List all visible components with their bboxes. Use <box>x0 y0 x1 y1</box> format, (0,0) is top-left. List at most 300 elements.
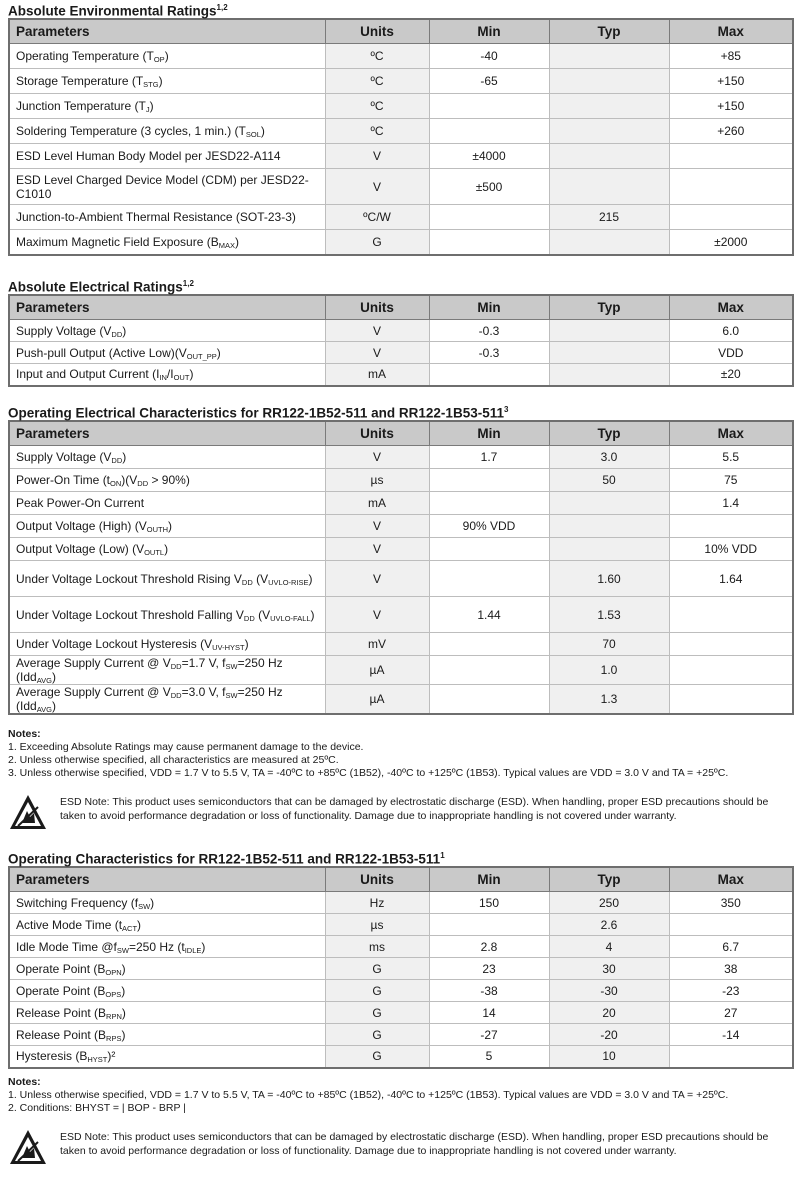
param-subscript: RPS <box>106 1033 122 1043</box>
param-text: ) <box>150 895 155 910</box>
section-operating-electrical <box>8 402 792 715</box>
note-line: 2. Conditions: BHYST = | BOP - BRP | <box>8 1102 186 1114</box>
max-cell: ±20 <box>669 364 793 386</box>
units-cell: µs <box>325 469 429 492</box>
min-cell: 1.44 <box>429 597 549 633</box>
typ-cell: 30 <box>549 958 669 980</box>
param-text: )(V <box>121 473 138 487</box>
param-text: Supply Voltage (V <box>16 450 112 464</box>
param-text: Idle Mode Time @f <box>16 939 117 954</box>
min-cell <box>429 469 549 492</box>
min-cell: 5 <box>429 1046 549 1068</box>
units-cell: V <box>325 320 429 342</box>
typ-cell: 70 <box>549 633 669 656</box>
typ-cell <box>549 69 669 94</box>
param-subscript: ACT <box>122 923 138 933</box>
note-line: 2. Unless otherwise specified, all characteristics are measured at 25ºC. <box>8 754 339 766</box>
table-row <box>9 44 793 69</box>
param-subscript: HYST <box>87 1055 108 1065</box>
units-cell: Hz <box>325 892 429 914</box>
param-subscript: IN <box>159 373 167 383</box>
param-text: Operate Point (B <box>16 961 106 976</box>
param-text: =3.0 V, f <box>181 685 226 699</box>
max-cell: 6.0 <box>669 320 793 342</box>
min-cell <box>429 230 549 255</box>
param-cell <box>9 1046 325 1068</box>
max-cell: 75 <box>669 469 793 492</box>
min-cell: 2.8 <box>429 936 549 958</box>
typ-cell: 1.53 <box>549 597 669 633</box>
table-row <box>9 936 793 958</box>
units-cell: mA <box>325 492 429 515</box>
typ-cell: 250 <box>549 892 669 914</box>
param-subscript: SW <box>225 691 238 700</box>
table-row <box>9 119 793 144</box>
table-row <box>9 69 793 94</box>
param-subscript: RPN <box>106 1011 122 1021</box>
esd-warning-icon <box>8 1128 48 1166</box>
param-text: (V <box>254 607 271 622</box>
column-header-typ: Typ <box>549 867 669 892</box>
min-cell <box>429 94 549 119</box>
units-cell: V <box>325 515 429 538</box>
param-subscript: DD <box>111 456 123 465</box>
min-cell: -40 <box>429 44 549 69</box>
table-row <box>9 320 793 342</box>
column-header-parameters: Parameters <box>9 19 325 44</box>
table-row <box>9 342 793 364</box>
max-cell <box>669 633 793 656</box>
param-text: ) <box>164 49 169 63</box>
max-cell <box>669 144 793 169</box>
units-cell: V <box>325 169 429 205</box>
max-cell: 6.7 <box>669 936 793 958</box>
column-header-typ: Typ <box>549 19 669 44</box>
max-cell: +260 <box>669 119 793 144</box>
max-cell: 10% VDD <box>669 538 793 561</box>
param-text: Release Point (B <box>16 1005 107 1020</box>
table-row <box>9 230 793 255</box>
table-operating-electrical <box>8 420 794 715</box>
param-subscript: AVG <box>36 676 52 685</box>
column-header-parameters: Parameters <box>9 421 325 446</box>
param-text: ) <box>51 699 56 713</box>
section-title: Absolute Environmental Ratings$^{1,2}$ <box>8 3 228 19</box>
table-row <box>9 538 793 561</box>
param-text: ) <box>308 571 313 586</box>
typ-cell <box>549 94 669 119</box>
table-row <box>9 980 793 1002</box>
max-cell: VDD <box>669 342 793 364</box>
table-row <box>9 656 793 685</box>
param-text: ) <box>121 983 126 998</box>
param-cell <box>9 515 325 538</box>
param-cell <box>9 44 325 69</box>
param-text: Push-pull Output (Active Low)(V <box>16 345 187 360</box>
param-subscript: OPN <box>105 967 122 977</box>
param-text: Average Supply Current @ V <box>16 685 171 699</box>
param-subscript: SW <box>225 662 238 671</box>
units-cell: V <box>325 446 429 469</box>
param-cell <box>9 169 325 205</box>
param-text: ) <box>310 607 315 622</box>
param-subscript: OUTH <box>146 525 168 534</box>
param-text: =1.7 V, f <box>181 656 226 670</box>
table-row <box>9 597 793 633</box>
typ-cell: 215 <box>549 205 669 230</box>
units-cell: mA <box>325 364 429 386</box>
typ-cell <box>549 144 669 169</box>
max-cell <box>669 1046 793 1068</box>
max-cell: ±2000 <box>669 230 793 255</box>
param-subscript: OP <box>153 55 165 64</box>
max-cell: 350 <box>669 892 793 914</box>
table-row <box>9 1046 793 1068</box>
param-subscript: ON <box>110 479 122 488</box>
table-row <box>9 1024 793 1046</box>
typ-cell: 50 <box>549 469 669 492</box>
typ-cell <box>549 515 669 538</box>
param-text: Power-On Time (t <box>16 473 111 487</box>
max-cell: 27 <box>669 1002 793 1024</box>
param-cell <box>9 958 325 980</box>
units-cell: ºC <box>325 69 429 94</box>
param-cell <box>9 892 325 914</box>
param-text: =250 Hz (Idd <box>16 685 283 713</box>
param-subscript: SW <box>116 945 129 955</box>
section-title: Operating Characteristics for RR122-1B52-511 and $RR122-1B53-511^1$ <box>8 851 445 867</box>
table-row <box>9 94 793 119</box>
typ-cell: 4 <box>549 936 669 958</box>
units-cell: µA <box>325 656 429 685</box>
max-cell <box>669 914 793 936</box>
min-cell <box>429 205 549 230</box>
esd-note-2 <box>8 1128 798 1168</box>
units-cell: G <box>325 1046 429 1068</box>
typ-cell <box>549 169 669 205</box>
param-text: ) <box>121 1005 126 1020</box>
table-row <box>9 515 793 538</box>
param-cell <box>9 342 325 364</box>
param-subscript: DD <box>243 613 255 623</box>
units-cell: V <box>325 538 429 561</box>
param-subscript: DD <box>137 479 149 488</box>
param-text: Output Voltage (Low) (V <box>16 542 145 556</box>
esd-note-text: ESD Note: This product uses semiconductors that can be damaged by electrostatic discharge (ESD). When handling, proper ESD precautions should be taken to avoid performance degradation or loss of functionality. Damage due to inappropriate handling is not covered under warranty. <box>60 1131 769 1157</box>
max-cell: +150 <box>669 94 793 119</box>
param-cell <box>9 364 325 386</box>
max-cell: +85 <box>669 44 793 69</box>
max-cell: 5.5 <box>669 446 793 469</box>
min-cell <box>429 119 549 144</box>
param-subscript: UVLO-RISE <box>268 577 309 587</box>
min-cell: 1.7 <box>429 446 549 469</box>
param-cell <box>9 94 325 119</box>
param-subscript: UVLO-FALL <box>270 613 311 623</box>
units-cell: ms <box>325 936 429 958</box>
units-cell: G <box>325 980 429 1002</box>
param-cell <box>9 597 325 633</box>
table-row <box>9 633 793 656</box>
section-absolute-electrical <box>8 276 792 387</box>
units-cell: µs <box>325 914 429 936</box>
column-header-typ: Typ <box>549 295 669 320</box>
typ-cell <box>549 492 669 515</box>
min-cell: -65 <box>429 69 549 94</box>
max-cell <box>669 597 793 633</box>
column-header-units: Units <box>325 295 429 320</box>
min-cell: 23 <box>429 958 549 980</box>
units-cell: G <box>325 1024 429 1046</box>
param-text: Under Voltage Lockout Hysteresis (V <box>16 637 213 651</box>
max-cell: +150 <box>669 69 793 94</box>
typ-cell: -20 <box>549 1024 669 1046</box>
table-header-row <box>9 19 793 44</box>
typ-cell: 10 <box>549 1046 669 1068</box>
table-operating-characteristics <box>8 866 794 1069</box>
param-text: ) <box>121 961 126 976</box>
param-text: Hysteresis (B <box>16 1049 88 1064</box>
param-text: > 90%) <box>148 473 190 487</box>
param-text: ) <box>122 450 127 464</box>
param-text: Active Mode Time (t <box>16 917 123 932</box>
max-cell <box>669 169 793 205</box>
param-subscript: IDLE <box>184 945 202 955</box>
param-subscript: OPS <box>105 989 122 999</box>
param-cell <box>9 633 325 656</box>
param-text: ESD Level Human Body Model per JESD22-A114 <box>16 149 281 163</box>
min-cell: -0.3 <box>429 320 549 342</box>
table-row <box>9 364 793 386</box>
param-text: /I <box>166 367 174 382</box>
section-absolute-environmental <box>8 0 792 256</box>
min-cell <box>429 538 549 561</box>
param-text: Peak Power-On Current <box>16 496 145 510</box>
param-cell <box>9 980 325 1002</box>
param-cell <box>9 205 325 230</box>
param-cell <box>9 69 325 94</box>
column-header-min: Min <box>429 19 549 44</box>
typ-cell: 20 <box>549 1002 669 1024</box>
max-cell <box>669 515 793 538</box>
param-text: )² <box>107 1049 116 1064</box>
param-cell <box>9 685 325 715</box>
column-header-parameters: Parameters <box>9 867 325 892</box>
min-cell: 150 <box>429 892 549 914</box>
param-text: Operating Temperature (T <box>16 49 154 63</box>
param-text: ) <box>121 1027 126 1042</box>
note-line: 1. Unless otherwise specified, VDD = 1.7 V to 5.5 V, TA = -40ºC to +85ºC (1B52), -40ºC to +125ºC (1B53). Typical values are VDD = 3.0 V and TA = +25ºC. <box>8 1089 729 1101</box>
table-header-row <box>9 421 793 446</box>
max-cell: 1.64 <box>669 561 793 597</box>
section-operating-characteristics <box>8 848 792 1069</box>
table-row <box>9 469 793 492</box>
param-text: Soldering Temperature (3 cycles, 1 min.) (T <box>16 124 246 138</box>
typ-cell: 2.6 <box>549 914 669 936</box>
max-cell: -23 <box>669 980 793 1002</box>
table-row <box>9 144 793 169</box>
param-cell <box>9 230 325 255</box>
min-cell: -0.3 <box>429 342 549 364</box>
param-text: ) <box>164 542 169 556</box>
typ-cell: 1.0 <box>549 656 669 685</box>
param-subscript: AVG <box>36 705 52 714</box>
param-text: Supply Voltage (V <box>16 323 112 338</box>
param-cell <box>9 561 325 597</box>
param-cell <box>9 446 325 469</box>
param-subscript: OUT_PP <box>186 351 217 361</box>
units-cell: ºC <box>325 94 429 119</box>
column-header-units: Units <box>325 867 429 892</box>
param-text: ) <box>189 367 194 382</box>
param-text: ) <box>137 917 142 932</box>
units-cell: G <box>325 1002 429 1024</box>
table-row <box>9 685 793 715</box>
typ-cell: 1.60 <box>549 561 669 597</box>
param-text: ) <box>122 323 127 338</box>
param-subscript: J <box>145 105 150 114</box>
param-text: ) <box>167 519 172 533</box>
typ-cell <box>549 538 669 561</box>
min-cell <box>429 656 549 685</box>
param-text: Release Point (B <box>16 1027 107 1042</box>
param-text: Maximum Magnetic Field Exposure (B <box>16 234 219 249</box>
column-header-max: Max <box>669 421 793 446</box>
units-cell: G <box>325 230 429 255</box>
column-header-units: Units <box>325 19 429 44</box>
units-cell: V <box>325 144 429 169</box>
units-cell: G <box>325 958 429 980</box>
param-text: (V <box>252 571 269 586</box>
min-cell <box>429 492 549 515</box>
min-cell: -27 <box>429 1024 549 1046</box>
note-line: 1. Exceeding Absolute Ratings may cause permanent damage to the device. <box>8 741 364 753</box>
param-cell <box>9 538 325 561</box>
esd-warning-icon <box>8 793 48 831</box>
column-header-max: Max <box>669 295 793 320</box>
table-header-row <box>9 295 793 320</box>
min-cell <box>429 561 549 597</box>
column-header-units: Units <box>325 421 429 446</box>
column-header-min: Min <box>429 295 549 320</box>
param-cell <box>9 914 325 936</box>
param-text: ) <box>260 124 265 138</box>
table-row <box>9 205 793 230</box>
units-cell: ºC <box>325 119 429 144</box>
typ-cell: -30 <box>549 980 669 1002</box>
param-cell <box>9 492 325 515</box>
units-cell: ºC <box>325 44 429 69</box>
param-text: ESD Level Charged Device Model (CDM) per JESD22-C1010 <box>16 172 309 201</box>
param-text: Junction-to-Ambient Thermal Resistance (SOT-23-3) <box>16 210 296 224</box>
max-cell: -14 <box>669 1024 793 1046</box>
units-cell: V <box>325 561 429 597</box>
param-text: ) <box>149 99 154 113</box>
max-cell <box>669 205 793 230</box>
param-subscript: DD <box>241 577 253 587</box>
table-row <box>9 492 793 515</box>
param-text: Under Voltage Lockout Threshold Falling V <box>16 607 244 622</box>
min-cell: ±500 <box>429 169 549 205</box>
notes-heading: Notes: <box>8 1076 41 1088</box>
section-title: Absolute Electrical Ratings$^{1,2}$ <box>8 279 194 295</box>
param-cell <box>9 656 325 685</box>
param-text: Operate Point (B <box>16 983 106 998</box>
param-cell <box>9 1002 325 1024</box>
param-text: Output Voltage (High) (V <box>16 519 147 533</box>
typ-cell <box>549 230 669 255</box>
column-header-min: Min <box>429 421 549 446</box>
notes-block-2 <box>8 1076 798 1115</box>
typ-cell: 1.3 <box>549 685 669 715</box>
typ-cell <box>549 320 669 342</box>
min-cell: 90% VDD <box>429 515 549 538</box>
units-cell: mV <box>325 633 429 656</box>
esd-note-1 <box>8 793 798 833</box>
table-absolute-environmental <box>8 18 794 256</box>
table-row <box>9 958 793 980</box>
param-cell <box>9 936 325 958</box>
max-cell: 1.4 <box>669 492 793 515</box>
param-subscript: DD <box>111 329 123 339</box>
column-header-min: Min <box>429 867 549 892</box>
table-header-row <box>9 867 793 892</box>
column-header-parameters: Parameters <box>9 295 325 320</box>
table-row <box>9 1002 793 1024</box>
table-row <box>9 169 793 205</box>
typ-cell <box>549 364 669 386</box>
param-text: =250 Hz (Idd <box>16 656 283 684</box>
notes-block-1 <box>8 728 798 780</box>
notes-heading: Notes: <box>8 728 41 740</box>
param-text: ) <box>216 345 221 360</box>
min-cell <box>429 914 549 936</box>
units-cell: ºC/W <box>325 205 429 230</box>
param-subscript: DD <box>170 691 182 700</box>
param-subscript: UV-HYST <box>212 643 245 652</box>
param-text: Under Voltage Lockout Threshold Rising V <box>16 571 242 586</box>
units-cell: V <box>325 597 429 633</box>
param-subscript: MAX <box>218 240 235 250</box>
param-subscript: STG <box>143 80 159 89</box>
esd-note-text: ESD Note: This product uses semiconductors that can be damaged by electrostatic discharge (ESD). When handling, proper ESD precautions should be taken to avoid performance degradation or loss of functionality. Damage due to inappropriate handling is not covered under warranty. <box>60 796 769 822</box>
min-cell <box>429 685 549 715</box>
param-text: Storage Temperature (T <box>16 74 144 88</box>
table-row <box>9 914 793 936</box>
param-cell <box>9 119 325 144</box>
column-header-max: Max <box>669 867 793 892</box>
param-cell <box>9 469 325 492</box>
table-row <box>9 892 793 914</box>
param-cell <box>9 320 325 342</box>
table-row <box>9 561 793 597</box>
param-subscript: DD <box>170 662 182 671</box>
param-text: ) <box>158 74 163 88</box>
column-header-max: Max <box>669 19 793 44</box>
section-title: Operating Electrical Characteristics for RR122-1B52-511 and $RR122-1B53-511^3$ <box>8 405 509 421</box>
param-subscript: OUT <box>173 373 190 383</box>
typ-cell: 3.0 <box>549 446 669 469</box>
max-cell <box>669 656 793 685</box>
param-text: Average Supply Current @ V <box>16 656 171 670</box>
units-cell: µA <box>325 685 429 715</box>
typ-cell <box>549 119 669 144</box>
table-row <box>9 446 793 469</box>
min-cell: 14 <box>429 1002 549 1024</box>
param-text: Input and Output Current (I <box>16 367 160 382</box>
param-text: ) <box>244 637 249 651</box>
param-text: Switching Frequency (f <box>16 895 139 910</box>
